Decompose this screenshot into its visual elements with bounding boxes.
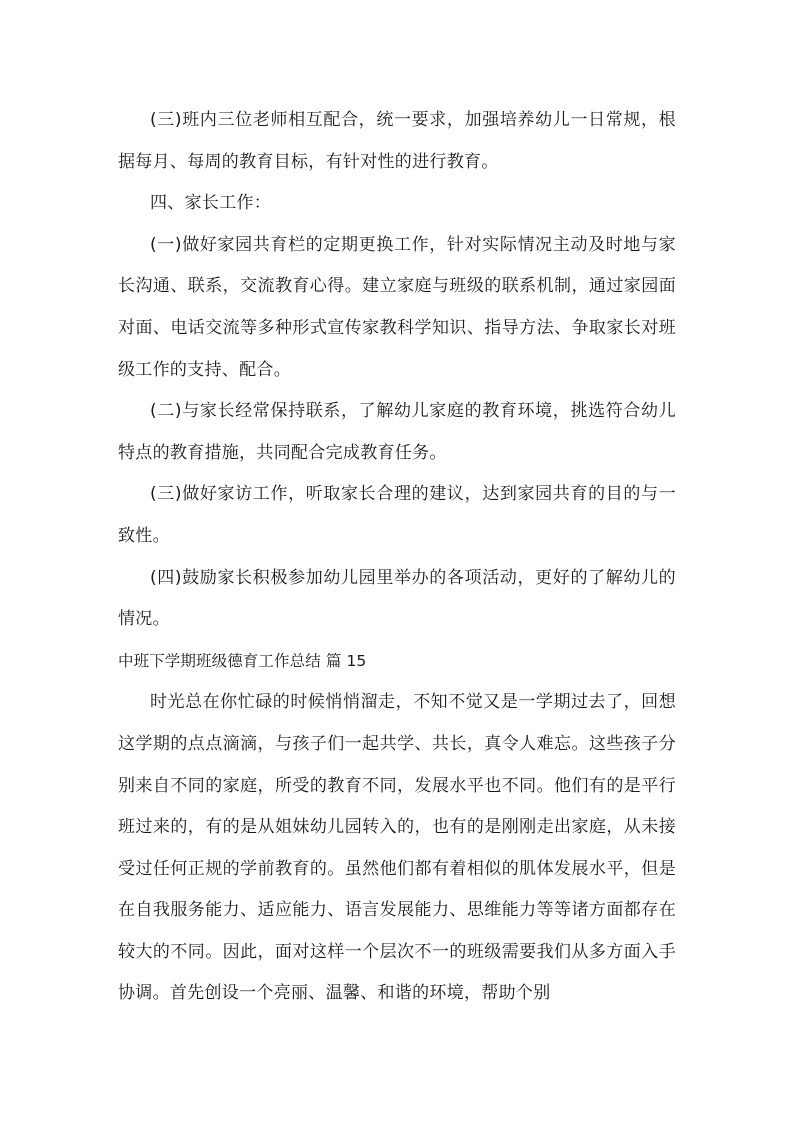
article-title: 中班下学期班级德育工作总结 篇 15 [118, 651, 367, 670]
section-heading-parent-work: 四、家长工作： [150, 193, 272, 214]
paragraph-home-school-board: (一)做好家园共育栏的定期更换工作，针对实际情况主动及时地与家长沟通、联系，交流教育心得。建立家庭与班级的联系机制，通过家园面对面、电话交流等多种形式宣传家教科学知识、指导方法、争取家长对班级工作的支持、配合。 [118, 234, 676, 380]
paragraph-home-visits: (三)做好家访工作，听取家长合理的建议，达到家园共育的目的与一致性。 [118, 484, 676, 546]
paragraph-class-teachers-cooperation: (三)班内三位老师相互配合，统一要求，加强培养幼儿一日常规，根据每月、每周的教育目标，有针对性的进行教育。 [118, 110, 676, 172]
paragraph-semester-reflection: 时光总在你忙碌的时候悄悄溜走，不知不觉又是一学期过去了，回想这学期的点点滴滴，与孩子们一起共学、共长，真令人难忘。这些孩子分别来自不同的家庭，所受的教育不同，发展水平也不同。他们有的是平行班过来的，有的是从姐妹幼儿园转入的，也有的是刚刚走出家庭，从未接受过任何正规的学前教育的。虽然他们都有着相似的肌体发展水平，但是在自我服务能力、适应能力、语言发展能力、思维能力等等诸方面都存在较大的不同。因此，面对这样一个层次不一的班级需要我们从多方面入手协调。首先创设一个亮丽、温馨、和谐的环境，帮助个别 [118, 692, 676, 1004]
paragraph-encourage-parents: (四)鼓励家长积极参加幼儿园里举办的各项活动，更好的了解幼儿的情况。 [118, 567, 676, 630]
document-body [118, 100, 676, 1015]
paragraph-keep-contact: (二)与家长经常保持联系，了解幼儿家庭的教育环境，挑选符合幼儿特点的教育措施，共同配合完成教育任务。 [118, 401, 676, 463]
